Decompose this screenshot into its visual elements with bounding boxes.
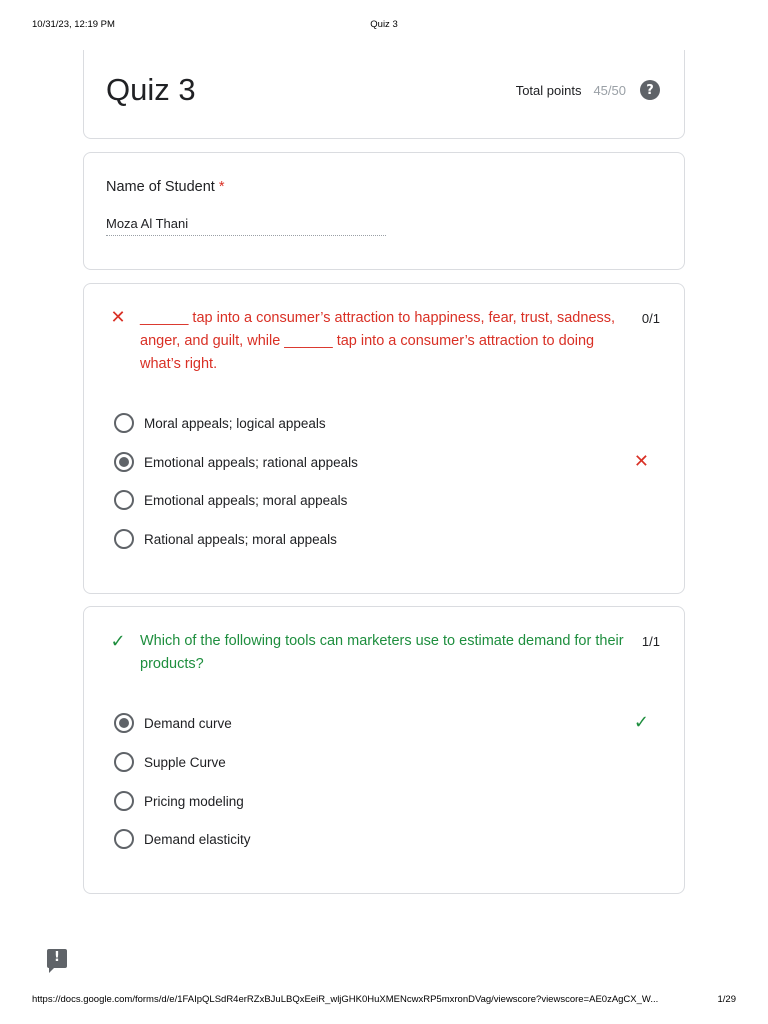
total-points-label: Total points: [515, 82, 582, 98]
student-name-label: [106, 179, 225, 195]
answer-option[interactable]: [114, 412, 659, 434]
radio-button[interactable]: [114, 529, 134, 549]
print-header: [0, 19, 768, 33]
correct-mark-icon: ✓: [633, 712, 649, 733]
student-name-card: [83, 152, 685, 270]
radio-button[interactable]: [114, 490, 134, 510]
question-points: 1/1: [641, 634, 660, 649]
radio-button[interactable]: [114, 791, 134, 811]
question-text: ______ tap into a consumer’s attraction to happiness, fear, trust, sadness, anger, and guilt, while ______ tap into a consumer’s attraction to doing what’s right.: [140, 310, 616, 372]
answer-option[interactable]: [114, 712, 659, 734]
answer-option[interactable]: [114, 828, 659, 850]
option-label: Supple Curve: [144, 754, 226, 770]
report-feedback-icon[interactable]: !: [47, 949, 67, 968]
option-label: Moral appeals; logical appeals: [144, 415, 326, 431]
answer-option[interactable]: [114, 528, 659, 550]
question-text: Which of the following tools can marketers use to estimate demand for their products?: [140, 633, 624, 672]
quiz-header-card: [83, 50, 685, 139]
answer-option[interactable]: [114, 751, 659, 773]
print-page-number: 1/29: [717, 994, 736, 1005]
option-label: Emotional appeals; rational appeals: [144, 454, 358, 470]
quiz-title: Quiz 3: [106, 72, 196, 107]
question-card-1: [83, 283, 685, 594]
print-doc-title: Quiz 3: [370, 19, 398, 30]
radio-button-selected[interactable]: [114, 452, 134, 472]
print-datetime: 10/31/23, 12:19 PM: [32, 19, 115, 30]
help-icon[interactable]: ?: [640, 80, 660, 100]
question-points: 0/1: [641, 311, 660, 326]
check-icon: ✓: [110, 631, 126, 652]
option-label: Demand elasticity: [144, 831, 251, 847]
option-label: Pricing modeling: [144, 793, 244, 809]
answer-option[interactable]: [114, 451, 659, 473]
total-points-value: 45/50: [593, 82, 626, 98]
incorrect-mark-icon: ✕: [633, 451, 649, 472]
total-points: [516, 80, 660, 100]
cross-icon: ✕: [110, 307, 126, 328]
question-card-2: [83, 606, 685, 894]
student-name-label-text: Name of Student: [106, 179, 215, 195]
radio-button[interactable]: [114, 752, 134, 772]
radio-button-selected[interactable]: [114, 713, 134, 733]
radio-button[interactable]: [114, 829, 134, 849]
radio-button[interactable]: [114, 413, 134, 433]
answer-option[interactable]: [114, 489, 659, 511]
option-label: Emotional appeals; moral appeals: [144, 492, 348, 508]
option-label: Rational appeals; moral appeals: [144, 531, 337, 547]
print-footer: [0, 994, 768, 1008]
student-name-field[interactable]: Moza Al Thani: [106, 216, 386, 236]
required-asterisk: *: [218, 179, 225, 195]
answer-option[interactable]: [114, 790, 659, 812]
option-label: Demand curve: [144, 715, 232, 731]
print-url: https://docs.google.com/forms/d/e/1FAIpQLSdR4erRZxBJuLBQxEeiR_wljGHK0HuXMENcwxRP5mxronDVag/viewscore?viewscore=AE0zAgCX_W...: [32, 994, 659, 1005]
